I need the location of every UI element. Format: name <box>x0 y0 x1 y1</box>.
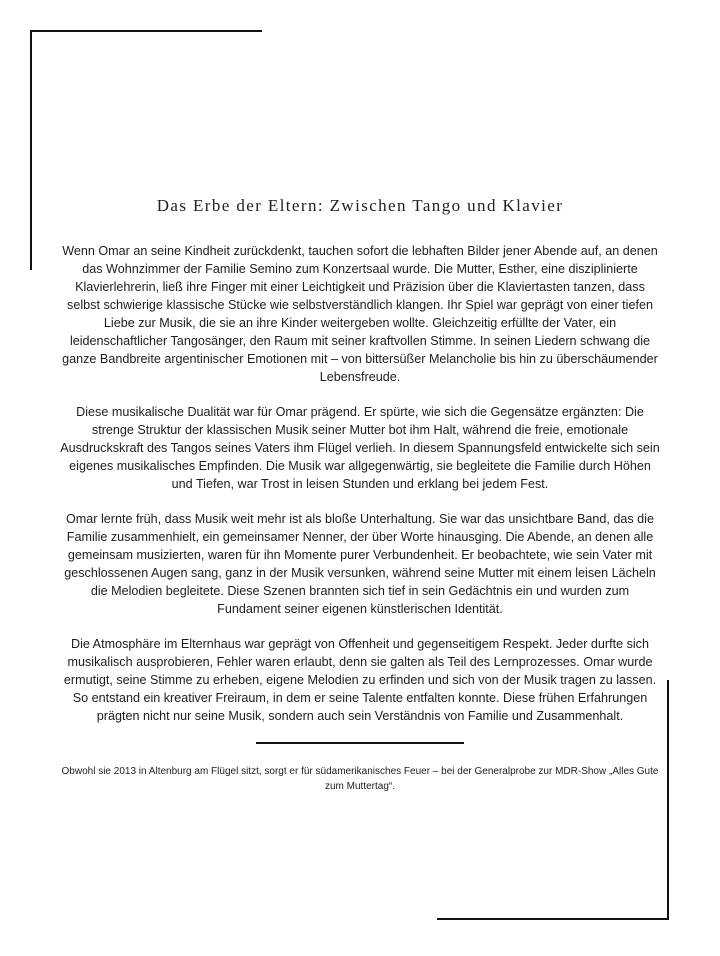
frame-corner-top-left-vertical <box>30 30 32 270</box>
frame-corner-top-left-horizontal <box>30 30 262 32</box>
article-paragraph-4: Die Atmosphäre im Elternhaus war geprägt von Offenheit und gegenseitigem Respekt. Jeder durfte sich musikalisch ausprobieren, Fehler waren erlaubt, denn sie galten als Teil des Lernprozesses. Omar wurde ermutigt, seine Stimme zu erheben, eigene Melodien zu erfinden und sich von der Musik tragen zu lassen. So entstand ein kreativer Freiraum, in dem er seine Talente entfalten konnte. Diese frühen Erfahrungen prägten nicht nur seine Musik, sondern auch sein Verständnis von Familie und Zusammenhalt. <box>63 637 657 723</box>
article-paragraph-2: Diese musikalische Dualität war für Omar prägend. Er spürte, wie sich die Gegensätze ergänzten: Die strenge Struktur der klassischen Musik seiner Mutter bot ihm Halt, während die freie, emotionale Ausdruckskraft des Tangos seines Vaters ihm Flügel verlieh. In diesem Spannungsfeld entwickelte sich sein eigenes musikalisches Empfinden. Die Musik war allgegenwärtig, sie begleitete die Familie durch Höhen und Tiefen, war Trost in leisen Stunden und erklang bei jedem Fest. <box>60 405 660 491</box>
article-paragraph-3: Omar lernte früh, dass Musik weit mehr ist als bloße Unterhaltung. Sie war das unsichtbare Band, das die Familie zusammenhielt, ein gemeinsamer Nenner, der über Worte hinausging. Die Abende, an denen alle gemeinsam musizierten, waren für ihn Momente purer Verbundenheit. Er beobachtete, wie sein Vater mit geschlossenen Augen sang, ganz in der Musik versunken, während seine Mutter mit einem leisen Lächeln die Melodien begleitete. Diese Szenen brannten sich tief in sein Gedächtnis ein und wurden zum Fundament seiner eigenen künstlerischen Identität. <box>64 512 656 616</box>
frame-corner-bottom-right-vertical <box>667 680 669 920</box>
frame-corner-bottom-right-horizontal <box>437 918 669 920</box>
article <box>60 196 660 794</box>
photo-caption: Obwohl sie 2013 in Altenburg am Flügel sitzt, sorgt er für südamerikanisches Feuer – bei der Generalprobe zur MDR-Show „Alles Gute zum Muttertag“. <box>61 765 659 792</box>
caption-divider <box>256 742 464 744</box>
article-title: Das Erbe der Eltern: Zwischen Tango und Klavier <box>156 196 564 215</box>
article-paragraph-1: Wenn Omar an seine Kindheit zurückdenkt, tauchen sofort die lebhaften Bilder jener Abende auf, an denen das Wohnzimmer der Familie Semino zum Konzertsaal wurde. Die Mutter, Esther, eine disziplinierte Klavierlehrerin, ließ ihre Finger mit einer Leichtigkeit und Präzision über die Klaviertasten tanzen, dass selbst schwierige klassische Stücke wie selbstverständlich klangen. Ihr Spiel war geprägt von einer tiefen Liebe zur Musik, die sie an ihre Kinder weitergeben wollte. Gleichzeitig erfüllte der Vater, ein leidenschaftlicher Tangosänger, den Raum mit seiner kraftvollen Stimme. In seinen Liedern schwang die ganze Bandbreite argentinischer Emotionen mit – von bittersüßer Melancholie bis hin zu überschäumender Lebensfreude. <box>62 244 658 384</box>
